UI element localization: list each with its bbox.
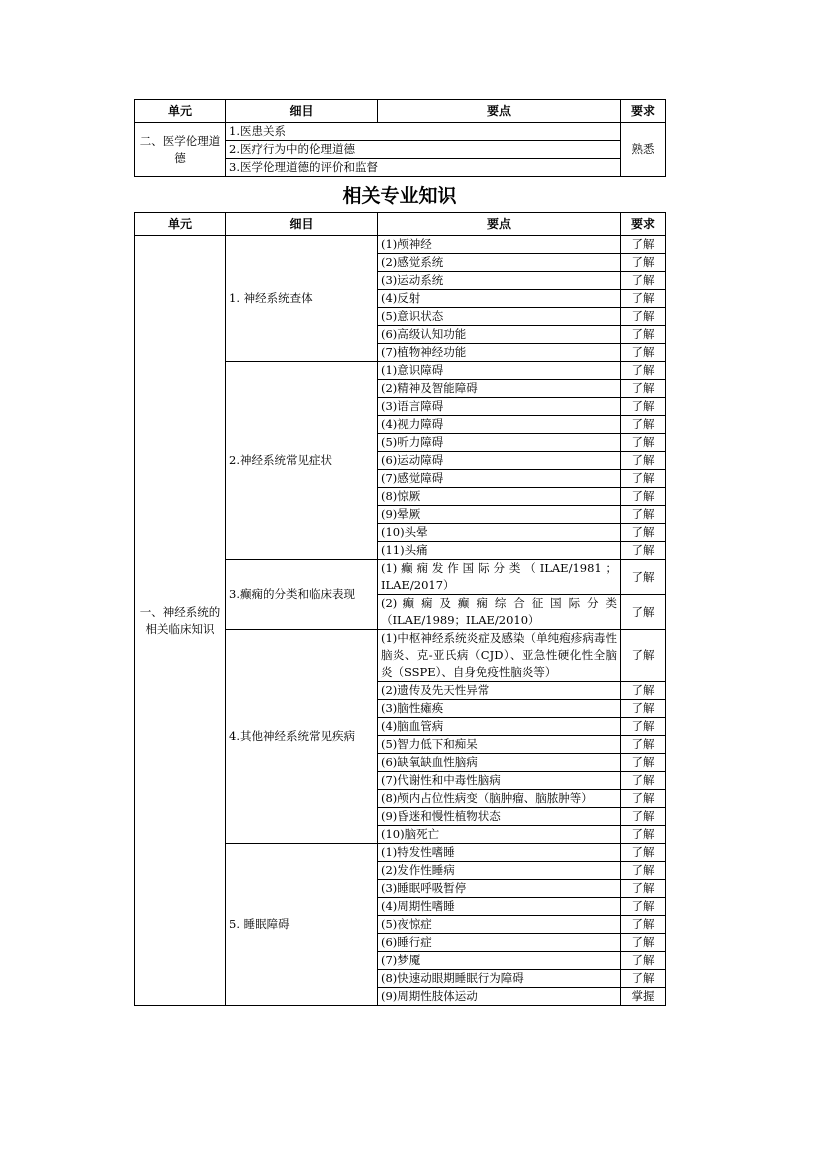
requirement-cell: 了解 (621, 560, 666, 595)
point-cell: (3)语言障碍 (378, 398, 621, 416)
requirement-cell: 了解 (621, 416, 666, 434)
header-requirement: 要求 (621, 213, 666, 236)
point-cell: (3)睡眠呼吸暂停 (378, 880, 621, 898)
header-points: 要点 (378, 213, 621, 236)
point-cell: (4)反射 (378, 290, 621, 308)
point-cell: (7)感觉障碍 (378, 470, 621, 488)
detail-cell: 2.神经系统常见症状 (226, 362, 378, 560)
header-detail: 细目 (226, 100, 378, 123)
requirement-cell: 了解 (621, 952, 666, 970)
unit-cell: 一、神经系统的相关临床知识 (135, 236, 226, 1006)
point-cell: (9)晕厥 (378, 506, 621, 524)
point-cell: (2)发作性睡病 (378, 862, 621, 880)
requirement-cell: 了解 (621, 254, 666, 272)
point-cell: (2)精神及智能障碍 (378, 380, 621, 398)
point-cell: (8)颅内占位性病变（脑肿瘤、脑脓肿等） (378, 790, 621, 808)
point-cell: (1)特发性嗜睡 (378, 844, 621, 862)
point-cell: (6)运动障碍 (378, 452, 621, 470)
header-requirement: 要求 (621, 100, 666, 123)
requirement-cell: 了解 (621, 380, 666, 398)
requirement-cell: 了解 (621, 630, 666, 682)
detail-cell: 3.癫痫的分类和临床表现 (226, 560, 378, 630)
point-cell: (6)睡行症 (378, 934, 621, 952)
requirement-cell: 了解 (621, 970, 666, 988)
requirement-cell: 熟悉 (621, 123, 666, 177)
requirement-cell: 了解 (621, 272, 666, 290)
header-points: 要点 (378, 100, 621, 123)
point-cell: (2) 癫 痫 及 癫 痫 综 合 征 国 际 分 类（ILAE/1989；ILAE/2010） (378, 595, 621, 630)
detail-cell: 4.其他神经系统常见疾病 (226, 630, 378, 844)
requirement-cell: 了解 (621, 862, 666, 880)
point-cell: (8)惊厥 (378, 488, 621, 506)
requirement-cell: 了解 (621, 790, 666, 808)
requirement-cell: 了解 (621, 524, 666, 542)
point-cell: (4)视力障碍 (378, 416, 621, 434)
point-cell: (11)头痛 (378, 542, 621, 560)
unit-cell: 二、医学伦理道德 (135, 123, 226, 177)
requirement-cell: 了解 (621, 452, 666, 470)
table-header-row (135, 213, 666, 236)
requirement-cell: 了解 (621, 934, 666, 952)
point-cell: (10)头晕 (378, 524, 621, 542)
requirement-cell: 了解 (621, 290, 666, 308)
detail-cell: 5. 睡眠障碍 (226, 844, 378, 1006)
requirement-cell: 了解 (621, 682, 666, 700)
requirement-cell: 了解 (621, 772, 666, 790)
ethics-table (134, 99, 666, 177)
point-cell: (10)脑死亡 (378, 826, 621, 844)
item-cell: 3.医学伦理道德的评价和监督 (226, 159, 621, 177)
point-cell: (1) 癫 痫 发 作 国 际 分 类 （ ILAE/1981 ；ILAE/2017） (378, 560, 621, 595)
requirement-cell: 了解 (621, 916, 666, 934)
table-row (135, 236, 666, 254)
requirement-cell: 了解 (621, 808, 666, 826)
point-cell: (1)意识障碍 (378, 362, 621, 380)
table-header-row (135, 100, 666, 123)
point-cell: (7)梦魇 (378, 952, 621, 970)
point-cell: (5)夜惊症 (378, 916, 621, 934)
requirement-cell: 了解 (621, 362, 666, 380)
knowledge-table (134, 212, 666, 1006)
requirement-cell: 了解 (621, 434, 666, 452)
requirement-cell: 了解 (621, 542, 666, 560)
point-cell: (5)意识状态 (378, 308, 621, 326)
header-unit: 单元 (135, 100, 226, 123)
requirement-cell: 了解 (621, 700, 666, 718)
requirement-cell: 了解 (621, 344, 666, 362)
point-cell: (7)植物神经功能 (378, 344, 621, 362)
header-detail: 细目 (226, 213, 378, 236)
requirement-cell: 了解 (621, 898, 666, 916)
point-cell: (1)中枢神经系统炎症及感染（单纯疱疹病毒性脑炎、克-亚氏病（CJD）、亚急性硬化性全脑炎（SSPE）、自身免疫性脑炎等） (378, 630, 621, 682)
requirement-cell: 了解 (621, 236, 666, 254)
point-cell: (1)颅神经 (378, 236, 621, 254)
requirement-cell: 了解 (621, 880, 666, 898)
requirement-cell: 掌握 (621, 988, 666, 1006)
requirement-cell: 了解 (621, 595, 666, 630)
requirement-cell: 了解 (621, 506, 666, 524)
point-cell: (7)代谢性和中毒性脑病 (378, 772, 621, 790)
item-cell: 1.医患关系 (226, 123, 621, 141)
point-cell: (6)缺氧缺血性脑病 (378, 754, 621, 772)
requirement-cell: 了解 (621, 308, 666, 326)
point-cell: (9)昏迷和慢性植物状态 (378, 808, 621, 826)
point-cell: (6)高级认知功能 (378, 326, 621, 344)
point-cell: (2)感觉系统 (378, 254, 621, 272)
requirement-cell: 了解 (621, 470, 666, 488)
table-row (135, 123, 666, 141)
detail-cell: 1. 神经系统查体 (226, 236, 378, 362)
point-cell: (5)听力障碍 (378, 434, 621, 452)
point-cell: (3)运动系统 (378, 272, 621, 290)
requirement-cell: 了解 (621, 754, 666, 772)
header-unit: 单元 (135, 213, 226, 236)
point-cell: (2)遗传及先天性异常 (378, 682, 621, 700)
point-cell: (9)周期性肢体运动 (378, 988, 621, 1006)
requirement-cell: 了解 (621, 488, 666, 506)
point-cell: (5)智力低下和痴呆 (378, 736, 621, 754)
point-cell: (4)周期性嗜睡 (378, 898, 621, 916)
section-title: 相关专业知识 (342, 185, 457, 207)
requirement-cell: 了解 (621, 844, 666, 862)
requirement-cell: 了解 (621, 736, 666, 754)
requirement-cell: 了解 (621, 398, 666, 416)
point-cell: (3)脑性瘫痪 (378, 700, 621, 718)
requirement-cell: 了解 (621, 326, 666, 344)
item-cell: 2.医疗行为中的伦理道德 (226, 141, 621, 159)
point-cell: (4)脑血管病 (378, 718, 621, 736)
point-cell: (8)快速动眼期睡眠行为障碍 (378, 970, 621, 988)
requirement-cell: 了解 (621, 718, 666, 736)
requirement-cell: 了解 (621, 826, 666, 844)
